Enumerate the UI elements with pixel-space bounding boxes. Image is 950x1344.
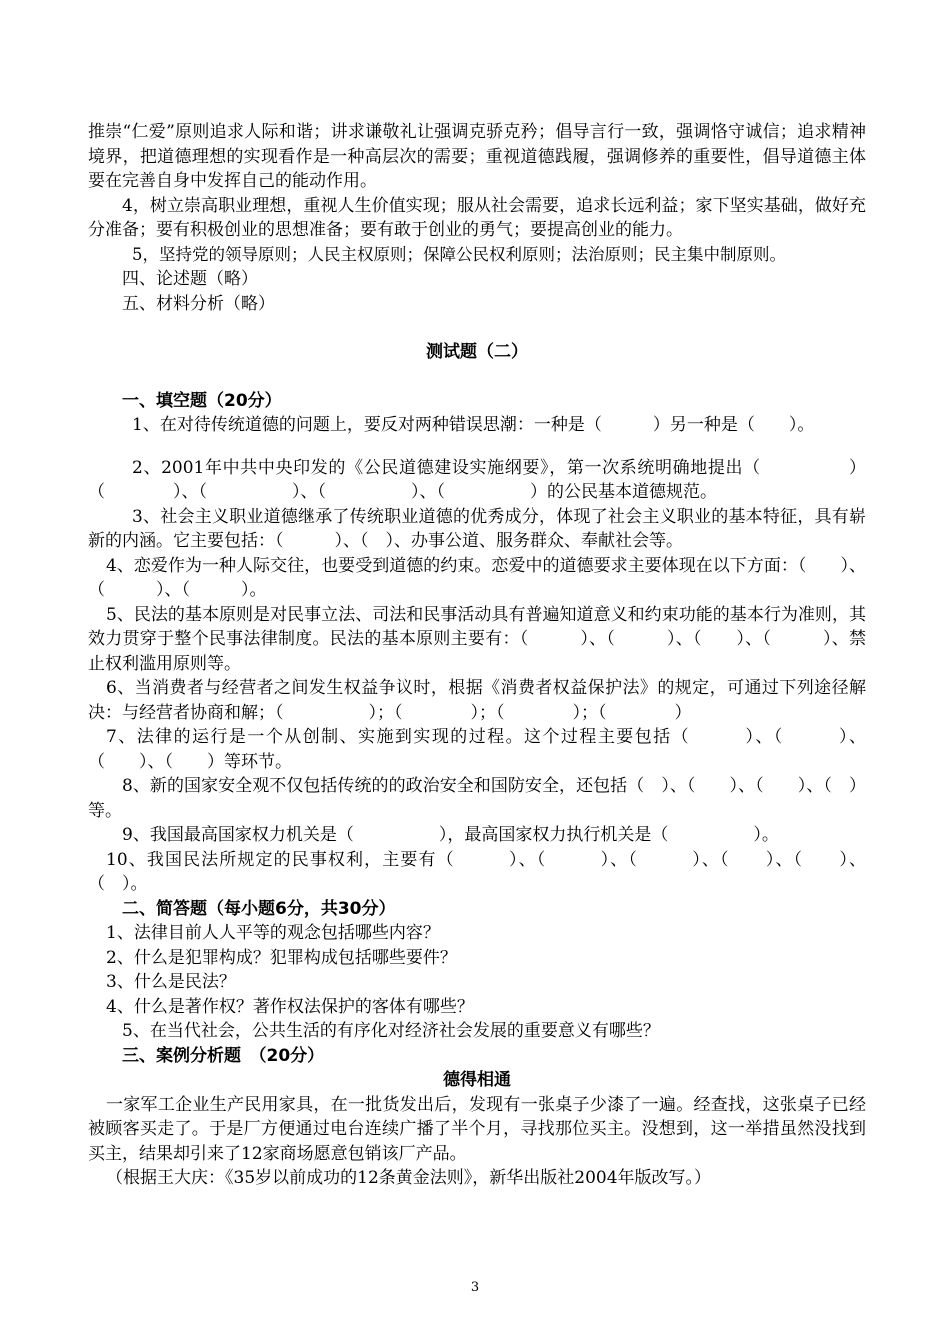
fill-question-9: 9、我国最高国家权力机关是（ ），最高国家权力执行机关是（ ）。 (122, 825, 779, 845)
fill-question-6: 6、当消费者与经营者之间发生权益争议时，根据《消费者权益保护法》的规定，可通过下列途径解决：与经营者协商和解；（ ）；（ ）；（ ）；（ ） (88, 678, 866, 723)
short-question-1: 1、法律目前人人平等的观念包括哪些内容？ (106, 923, 440, 943)
page-number: 3 (470, 1280, 480, 1295)
section-four-note: 四、论述题（略） (122, 269, 258, 289)
case-title: 德得相通 (443, 1070, 511, 1090)
section-short-answer-heading: 二、简答题（每小题6分，共30分） (122, 898, 396, 919)
short-question-3: 3、什么是民法？ (106, 972, 236, 992)
fill-question-8: 8、新的国家安全观不仅包括传统的的政治安全和国防安全，还包括（ ）、（ ）、（ ）、（ ）等。 (88, 776, 866, 821)
section-case-heading: 三、案例分析题 （20分） (122, 1045, 325, 1066)
fill-question-2: 2、2001年中共中央印发的《公民道德建设实施纲要》，第一次系统明确地提出（ ）（ ）、（ ）、（ ）、（ ）的公民基本道德规范。 (88, 457, 866, 502)
fill-question-7: 7、法律的运行是一个从创制、实施到实现的过程。这个过程主要包括（ ）、（ ）、（ ）、（ ）等环节。 (88, 727, 866, 772)
fill-question-4: 4、恋爱作为一种人际交往，也要受到道德的约束。恋爱中的道德要求主要体现在以下方面：（ ）、（ ）、（ ）。 (88, 555, 866, 600)
page-content (88, 120, 866, 1191)
case-source: （根据王大庆：《35岁以前成功的12条黄金法则》，新华出版社2004年版改写。） (106, 1168, 712, 1188)
section-fill-blank-heading: 一、填空题（20分） (122, 390, 282, 411)
section-five-note: 五、材料分析（略） (122, 293, 275, 314)
fill-question-10: 10、我国民法所规定的民事权利，主要有（ ）、（ ）、（ ）、（ ）、（ ）、（ ）。 (88, 849, 866, 894)
test-title: 测试题（二） (426, 342, 528, 362)
answer-item-4: 4，树立崇高职业理想，重视人生价值实现；服从社会需要，追求长远利益；家下坚实基础，做好充分准备；要有积极创业的思想准备；要有敢于创业的勇气；要提高创业的能力。 (88, 195, 866, 240)
answer-paragraph: 推崇“仁爱”原则追求人际和谐；讲求谦敬礼让强调克骄克矜；倡导言行一致，强调恪守诚信；追求精神境界，把道德理想的实现看作是一种高层次的需要；重视道德践履，强调修养的重要性，倡导道德主体要在完善自身中发挥自己的能动作用。 (88, 122, 866, 191)
answer-item-5: 5，坚持党的领导原则；人民主权原则；保障公民权利原则；法治原则；民主集中制原则。 (132, 244, 786, 264)
fill-question-3: 3、社会主义职业道德继承了传统职业道德的优秀成分，体现了社会主义职业的基本特征，具有崭新的内涵。它主要包括：（ ）、（ ）、办事公道、服务群众、奉献社会等。 (88, 506, 866, 551)
short-question-4: 4、什么是著作权？著作权法保护的客体有哪些？ (106, 996, 474, 1017)
case-text: 一家军工企业生产民用家具，在一批货发出后，发现有一张桌子少漆了一遍。经查找，这张桌子已经被顾客买走了。于是厂方便通过电台连续广播了半个月，寻找那位买主。没想到，这一举措虽然没找到买主，结果却引来了12家商场愿意包销该厂产品。 (88, 1094, 866, 1164)
short-question-5: 5、在当代社会，公共生活的有序化对经济社会发展的重要意义有哪些？ (122, 1021, 660, 1041)
fill-question-5: 5、民法的基本原则是对民事立法、司法和民事活动具有普遍知道意义和约束功能的基本行为准则，其效力贯穿于整个民事法律制度。民法的基本原则主要有：（ ）、（ ）、（ ）、（ ）、禁止权利滥用原则等。 (88, 604, 866, 674)
fill-question-1: 1、在对待传统道德的问题上，要反对两种错误思潮：一种是（ ）另一种是（ ）。 (132, 415, 815, 435)
short-question-2: 2、什么是犯罪构成？犯罪构成包括哪些要件？ (106, 947, 457, 968)
